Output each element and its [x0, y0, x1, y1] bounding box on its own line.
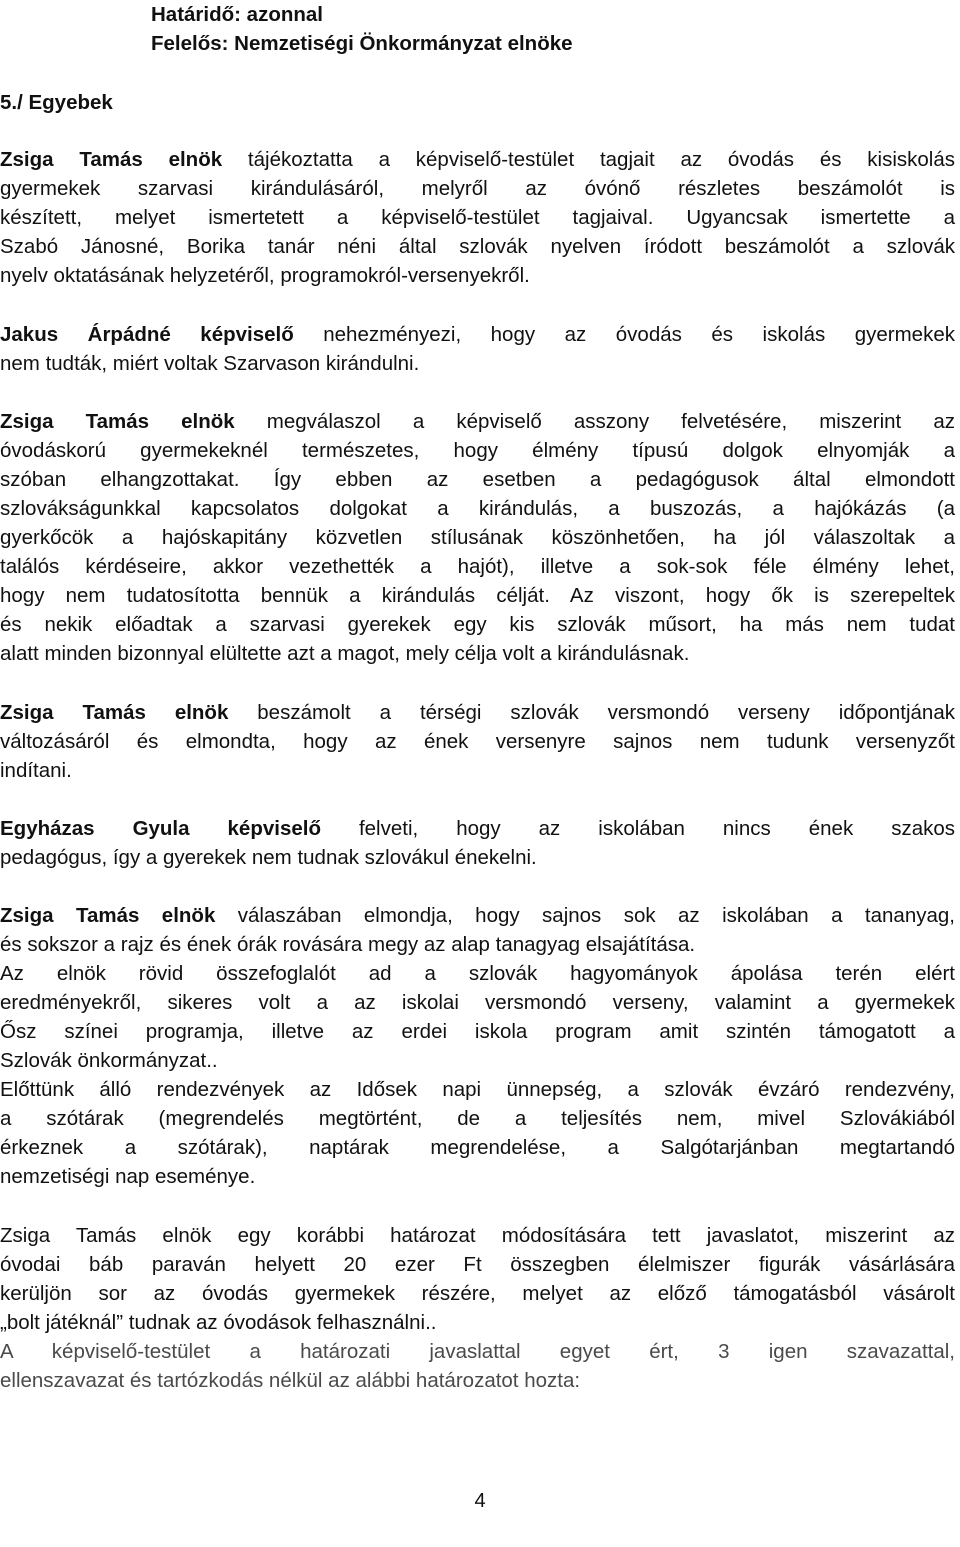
paragraph-line	[0, 145, 955, 174]
paragraph-line: Előttünk álló rendezvények az Idősek napi ünnepség, a szlovák évzáró rendezvény,	[0, 1078, 955, 1101]
paragraph-line: Szlovák önkormányzat..	[0, 1049, 218, 1072]
paragraph-3	[0, 407, 955, 668]
paragraph-line	[0, 698, 955, 727]
paragraph-1	[0, 145, 955, 290]
paragraph-line: pedagógus, így a gyerekek nem tudnak szlovákul énekelni.	[0, 846, 537, 869]
paragraph-line: nem tudták, miért voltak Szarvason kirándulni.	[0, 352, 420, 375]
paragraph-line	[0, 814, 955, 843]
speaker-name: Zsiga Tamás elnök	[0, 410, 235, 433]
paragraph-line: „bolt játéknál” tudnak az óvodások felhasználni..	[0, 1311, 437, 1334]
paragraph-8	[0, 1337, 955, 1395]
speaker-name: Egyházas Gyula képviselő	[0, 817, 321, 840]
header-block	[151, 0, 573, 58]
speaker-name: Zsiga Tamás elnök	[0, 701, 229, 724]
paragraph-line	[0, 901, 955, 930]
paragraph-line: nemzetiségi nap eseménye.	[0, 1165, 256, 1188]
paragraph-line	[0, 320, 955, 349]
paragraph-line: készített, melyet ismertetett a képviselő-testület tagjaival. Ugyancsak ismertette a	[0, 206, 955, 229]
paragraph-line: indítani.	[0, 759, 72, 782]
paragraph-2	[0, 320, 955, 378]
paragraph-line: érkeznek a szótárak), naptárak megrendelése, a Salgótarjánban megtartandó	[0, 1136, 955, 1159]
paragraph-line: gyermekek szarvasi kirándulásáról, melyről az óvónő részletes beszámolót is	[0, 177, 955, 200]
paragraph-text: nehezményezi, hogy az óvodás és iskolás gyermekek	[293, 323, 955, 346]
paragraph-text: válaszában elmondja, hogy sajnos sok az iskolában a tananyag,	[215, 904, 955, 927]
paragraph-line: gyerkőcök a hajóskapitány közvetlen stílusának köszönhetően, ha jól válaszoltak a	[0, 526, 955, 549]
paragraph-text: beszámolt a térségi szlovák versmondó verseny időpontjának	[228, 701, 955, 724]
paragraph-line: változásáról és elmondta, hogy az ének versenyre sajnos nem tudunk versenyzőt	[0, 730, 955, 753]
paragraph-line	[0, 407, 955, 436]
paragraph-line: Szabó Jánosné, Borika tanár néni által szlovák nyelven íródott beszámolót a szlovák	[0, 235, 955, 258]
deadline-line: Határidő: azonnal	[151, 3, 323, 26]
paragraph-line: a szótárak (megrendelés megtörtént, de a teljesítés nem, mivel Szlovákiából	[0, 1107, 955, 1130]
speaker-name: Jakus Árpádné képviselő	[0, 323, 294, 346]
paragraph-line: nyelv oktatásának helyzetéről, programokról-versenyekről.	[0, 264, 530, 287]
paragraph-line: és nekik előadtak a szarvasi gyerekek egy kis szlovák műsort, ha más nem tudat	[0, 613, 955, 636]
paragraph-line: alatt minden bizonnyal elültette azt a magot, mely célja volt a kirándulásnak.	[0, 642, 690, 665]
paragraph-text: tájékoztatta a képviselő-testület tagjait az óvodás és kisiskolás	[222, 148, 955, 171]
paragraph-6	[0, 901, 955, 1191]
paragraph-4	[0, 698, 955, 785]
section-title: 5./ Egyebek	[0, 91, 113, 114]
paragraph-line: találós kérdéseire, akkor vezethették a hajót), illetve a sok-sok féle élmény lehet,	[0, 555, 955, 578]
paragraph-5	[0, 814, 955, 872]
paragraph-line: kerüljön sor az óvodás gyermekek részére, melyet az előző támogatásból vásárolt	[0, 1282, 955, 1305]
paragraph-line: hogy nem tudatosította bennük a kirándulás célját. Az viszont, hogy ők is szerepeltek	[0, 584, 955, 607]
paragraph-line: Az elnök rövid összefoglalót ad a szlovák hagyományok ápolása terén elért	[0, 962, 955, 985]
paragraph-line: Ősz színei programja, illetve az erdei iskola program amit szintén támogatott a	[0, 1020, 955, 1043]
responsible-line: Felelős: Nemzetiségi Önkormányzat elnöke	[151, 32, 573, 55]
paragraph-7	[0, 1221, 955, 1337]
paragraph-line: ellenszavazat és tartózkodás nélkül az alábbi határozatot hozta:	[0, 1369, 581, 1392]
paragraph-line: szlovákságunkkal kapcsolatos dolgokat a kirándulás, a buszozás, a hajókázás (a	[0, 497, 955, 520]
paragraph-text: felveti, hogy az iskolában nincs ének szakos	[320, 817, 955, 840]
speaker-name: Zsiga Tamás elnök	[0, 904, 216, 927]
paragraph-line: és sokszor a rajz és ének órák rovására megy az alap tanagyag elsajátítása.	[0, 933, 696, 956]
page-number: 4	[474, 1490, 486, 1512]
paragraph-line: Zsiga Tamás elnök egy korábbi határozat módosítására tett javaslatot, miszerint az	[0, 1224, 955, 1247]
paragraph-line: szóban elhangzottakat. Így ebben az esetben a pedagógusok által elmondott	[0, 468, 955, 491]
speaker-name: Zsiga Tamás elnök	[0, 148, 223, 171]
paragraph-line: óvodai báb paraván helyett 20 ezer Ft összegben élelmiszer figurák vásárlására	[0, 1253, 955, 1276]
paragraph-line: A képviselő-testület a határozati javaslattal egyet ért, 3 igen szavazattal,	[0, 1340, 955, 1363]
paragraph-line: óvodáskorú gyermekeknél természetes, hogy élmény típusú dolgok elnyomják a	[0, 439, 955, 462]
paragraph-line: eredményekről, sikeres volt a az iskolai versmondó verseny, valamint a gyermekek	[0, 991, 955, 1014]
paragraph-text: megválaszol a képviselő asszony felvetésére, miszerint az	[234, 410, 955, 433]
